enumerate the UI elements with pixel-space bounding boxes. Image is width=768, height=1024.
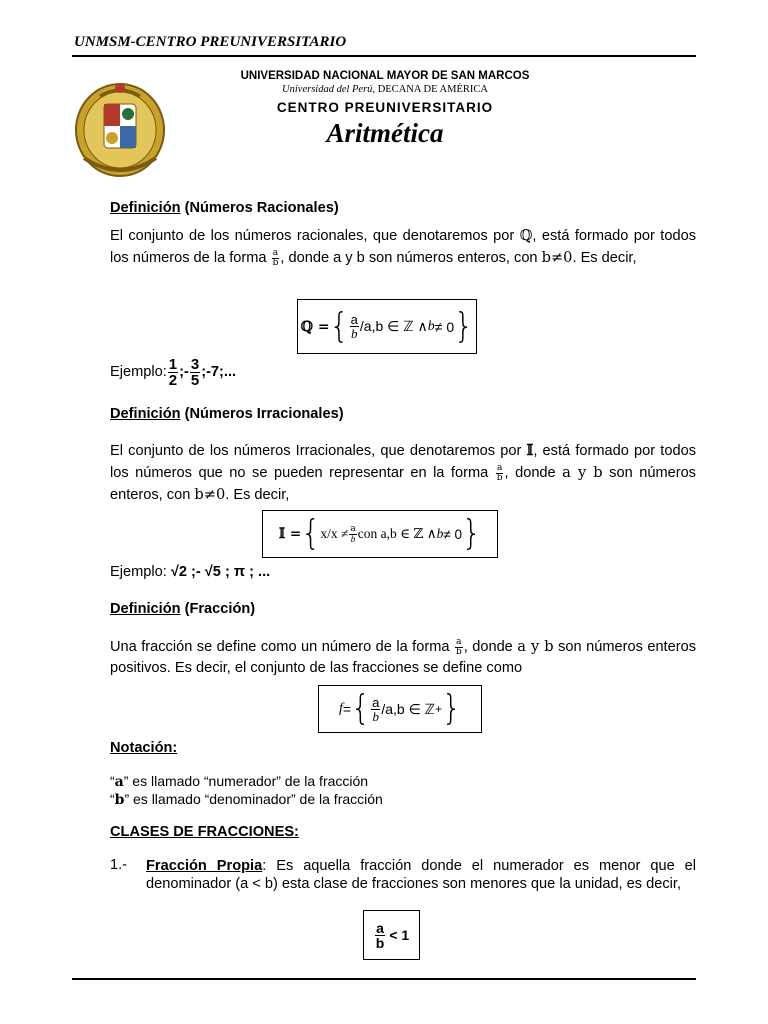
num: a	[272, 247, 279, 258]
text: ” es llamado “denominador” de la fracción	[124, 791, 383, 807]
heading-fraccion-rest: (Fracción)	[180, 601, 256, 617]
den: 5	[190, 371, 200, 389]
heading-irracionales	[110, 406, 344, 422]
heading-clases-text: CLASES DE FRACCIONES:	[110, 824, 299, 840]
header-rule	[72, 55, 696, 57]
right-brace: }	[462, 513, 482, 554]
example-irracionales	[110, 564, 270, 580]
num: a	[456, 636, 462, 647]
heading-racionales-underlined: Definición	[110, 200, 181, 216]
condition: b≠0	[194, 486, 226, 503]
text: son números enteros positivos. Es decir, el conjunto de las fracciones se define como	[110, 639, 697, 676]
fraction-a-over-b	[272, 249, 280, 268]
paragraph-fraccion	[110, 636, 696, 679]
example-sep: ;-	[179, 364, 189, 380]
formula-fraction	[375, 921, 386, 950]
formula-fraction	[350, 313, 359, 340]
heading-notacion-text: Notación:	[110, 740, 178, 756]
left-brace: {	[351, 688, 371, 729]
den: b	[350, 533, 356, 544]
item-fraccion-propia	[146, 857, 696, 893]
paragraph-racionales	[110, 225, 696, 269]
formula-fraction	[349, 525, 356, 544]
symbol-a: a	[114, 774, 124, 790]
text: , donde	[504, 465, 563, 481]
formula-fraction	[371, 696, 380, 723]
item-text: : Es aquella fracción donde el numerador es menor que el denominador (a < b) esta clase de fracciones son menores que la unidad, es decir,	[146, 858, 696, 892]
formula-end: ≠ 0	[434, 318, 455, 335]
right-brace: }	[441, 688, 462, 729]
a-y-b: a y b	[517, 638, 554, 655]
heading-racionales-rest: (Números Racionales)	[180, 200, 339, 216]
formula-box-fraccion	[318, 685, 482, 733]
left-brace: {	[301, 513, 321, 554]
den: b	[375, 934, 385, 951]
heading-fraccion	[110, 601, 255, 617]
formula-con: con a,b ∈ ℤ ∧	[357, 526, 437, 541]
den: b	[496, 472, 503, 483]
den: b	[372, 708, 379, 724]
formula-b: b	[436, 526, 444, 541]
formula-lhs: f	[338, 701, 343, 716]
text: . Es decir,	[225, 487, 290, 503]
formula-lhs: ℚ =	[300, 318, 330, 335]
text: ” es llamado “numerador” de la fracción	[123, 773, 369, 789]
formula-box-racionales	[297, 299, 477, 354]
subject-title: Aritmética	[326, 118, 444, 148]
num: a	[372, 694, 380, 710]
text: son números enteros, con	[110, 465, 696, 503]
center-name: CENTRO PREUNIVERSITARIO	[276, 100, 494, 115]
fraction-a-over-b	[496, 464, 504, 483]
num: 1	[168, 355, 178, 373]
formula-b: b	[427, 318, 435, 334]
text: El conjunto de los números racionales, que denotaremos por	[110, 228, 520, 244]
formula-lhs: 𝕀 =	[278, 526, 302, 542]
text: , está formado por todos los números de la forma	[110, 228, 697, 266]
notacion-line-2	[110, 791, 383, 808]
item-title: Fracción Propia	[146, 858, 263, 874]
text: , está formado por todos los números que no se pueden representar en la forma	[110, 443, 696, 481]
text: , donde a y b son números enteros, con	[280, 250, 542, 266]
university-name: UNIVERSIDAD NACIONAL MAYOR DE SAN MARCOS	[240, 70, 530, 82]
formula-end: ≠ 0	[443, 526, 462, 542]
motto-italic: Universidad del Perú	[282, 84, 373, 95]
heading-notacion	[110, 740, 177, 756]
right-brace: }	[454, 305, 474, 347]
example-tail: ;-7;...	[201, 364, 237, 380]
formula-box-irracionales	[262, 510, 498, 558]
notacion-line-1	[110, 773, 368, 790]
left-brace: {	[329, 305, 349, 347]
condition: b≠0	[541, 249, 573, 266]
formula-sup: +	[435, 702, 442, 716]
formula-mid: x/x ≠	[320, 526, 349, 541]
fraction-a-over-b	[455, 638, 463, 657]
den: b	[272, 257, 279, 268]
num: a	[496, 462, 503, 473]
formula-rest: /a,b ∈ ℤ ∧	[359, 318, 428, 334]
motto-rest: , DECANA DE AMÉRICA	[372, 84, 488, 95]
example-value: √2 ;- √5 ; π ; ...	[170, 564, 271, 580]
symbol-b: b	[114, 792, 125, 808]
symbol-i: 𝕀	[526, 442, 534, 459]
text: . Es decir,	[572, 250, 637, 266]
item-number: 1.-	[110, 857, 128, 873]
heading-fraccion-underlined: Definición	[110, 601, 181, 617]
footer-rule	[72, 978, 696, 980]
den: b	[455, 646, 462, 657]
university-motto	[160, 84, 610, 95]
running-title: UNMSM-CENTRO PREUNIVERSITARIO	[74, 34, 347, 50]
formula-box-propia	[363, 910, 420, 960]
symbol-q: ℚ	[519, 227, 533, 244]
formula-rel: < 1	[389, 927, 410, 943]
heading-racionales	[110, 200, 339, 216]
heading-clases	[110, 824, 299, 840]
formula-eq: =	[342, 701, 352, 717]
heading-irracionales-rest: (Números Irracionales)	[180, 406, 344, 422]
example-fraction-1	[168, 357, 178, 388]
text: , donde	[463, 639, 518, 655]
example-racionales	[110, 352, 236, 392]
den: b	[351, 326, 358, 341]
example-fraction-2	[190, 357, 200, 388]
example-label: Ejemplo:	[110, 564, 171, 580]
text: Una fracción se define como un número de la forma	[110, 639, 454, 655]
heading-irracionales-underlined: Definición	[110, 406, 181, 422]
num: a	[376, 919, 384, 936]
text: “	[110, 773, 115, 789]
formula-rest: /a,b ∈ ℤ	[381, 700, 436, 717]
paragraph-irracionales	[110, 440, 696, 506]
university-seal-icon	[70, 78, 170, 186]
num: 3	[190, 355, 200, 373]
text: El conjunto de los números Irracionales, que denotaremos por	[110, 443, 527, 459]
num: a	[350, 312, 358, 327]
example-label: Ejemplo:	[110, 364, 167, 380]
text: “	[110, 791, 115, 807]
num: a	[350, 523, 356, 534]
a-y-b: a y b	[562, 464, 603, 481]
den: 2	[168, 371, 178, 389]
